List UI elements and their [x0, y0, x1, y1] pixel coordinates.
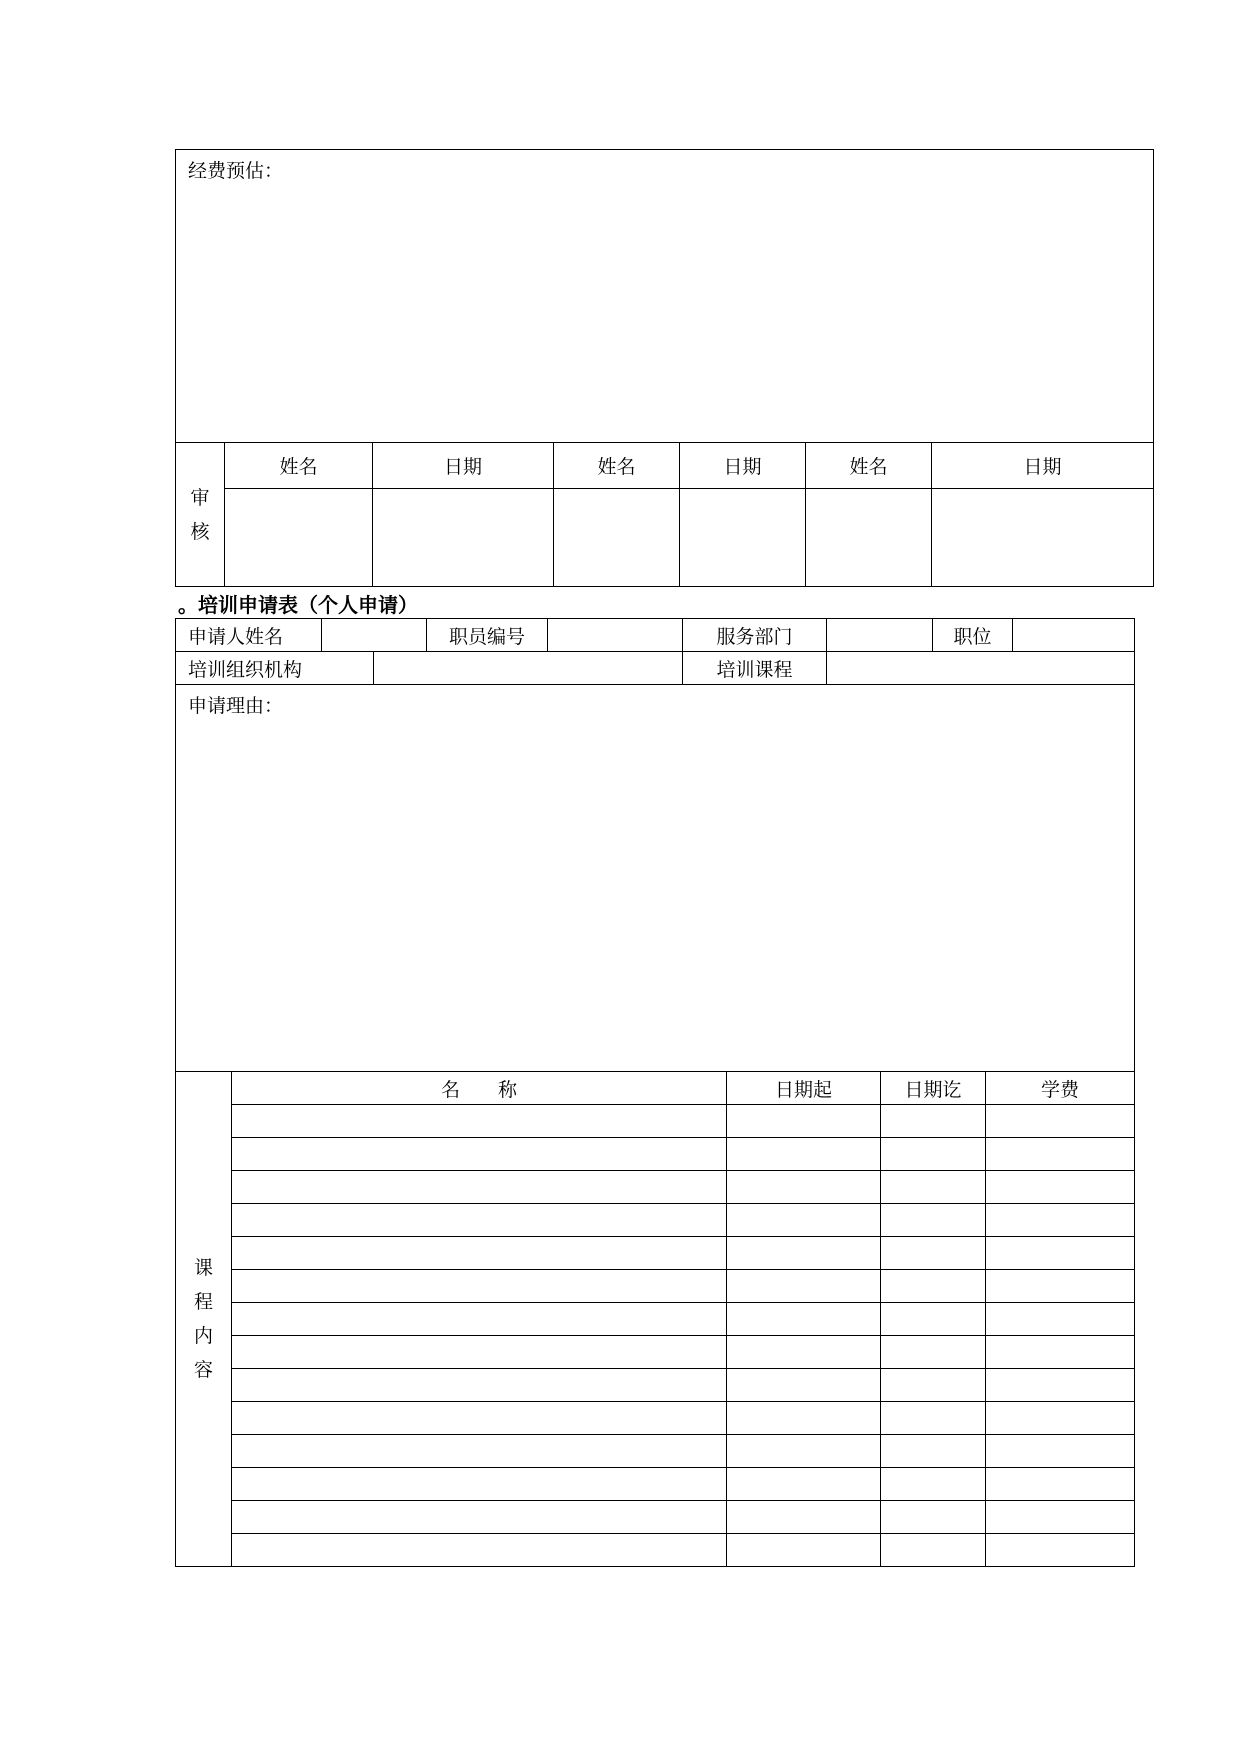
reason-cell[interactable] — [176, 685, 1135, 1072]
applicant-name-field[interactable] — [322, 619, 427, 652]
course-start-date-field[interactable] — [727, 1237, 881, 1270]
course-fee-field[interactable] — [986, 1369, 1135, 1402]
course-name-field[interactable] — [232, 1138, 727, 1171]
applicant-name-label: 申请人姓名 — [176, 619, 322, 652]
budget-review-table — [175, 149, 1154, 587]
course-fee-field[interactable] — [986, 1138, 1135, 1171]
department-field[interactable] — [827, 619, 933, 652]
course-row — [176, 1402, 1135, 1435]
course-name-field[interactable] — [232, 1369, 727, 1402]
employee-id-label: 职员编号 — [427, 619, 548, 652]
course-fee-field[interactable] — [986, 1105, 1135, 1138]
review-header-name-2: 姓名 — [554, 443, 680, 489]
course-fee-field[interactable] — [986, 1336, 1135, 1369]
course-start-date-field[interactable] — [727, 1171, 881, 1204]
review-header-name-1: 姓名 — [225, 443, 373, 489]
course-name-field[interactable] — [232, 1237, 727, 1270]
course-end-date-field[interactable] — [881, 1204, 986, 1237]
budget-estimate-cell[interactable] — [176, 150, 1154, 443]
course-row — [176, 1270, 1135, 1303]
course-name-field[interactable] — [232, 1105, 727, 1138]
course-fee-field[interactable] — [986, 1501, 1135, 1534]
course-end-date-field[interactable] — [881, 1402, 986, 1435]
review-side-label: 审 核 — [176, 443, 225, 587]
review-name-3-field[interactable] — [806, 489, 932, 587]
course-header-start-date: 日期起 — [727, 1072, 881, 1105]
course-start-date-field[interactable] — [727, 1369, 881, 1402]
course-start-date-field[interactable] — [727, 1105, 881, 1138]
course-row — [176, 1237, 1135, 1270]
course-row — [176, 1435, 1135, 1468]
department-label: 服务部门 — [683, 619, 827, 652]
review-name-1-field[interactable] — [225, 489, 373, 587]
course-fee-field[interactable] — [986, 1237, 1135, 1270]
course-name-field[interactable] — [232, 1336, 727, 1369]
course-fee-field[interactable] — [986, 1468, 1135, 1501]
course-end-date-field[interactable] — [881, 1303, 986, 1336]
course-start-date-field[interactable] — [727, 1204, 881, 1237]
course-name-field[interactable] — [232, 1501, 727, 1534]
position-field[interactable] — [1013, 619, 1135, 652]
course-side-label: 课 程 内 容 — [176, 1072, 232, 1567]
applicant-info-table — [175, 618, 1135, 1072]
budget-estimate-label: 经费预估： — [188, 160, 284, 182]
course-row — [176, 1468, 1135, 1501]
course-end-date-field[interactable] — [881, 1171, 986, 1204]
course-fee-field[interactable] — [986, 1303, 1135, 1336]
course-label: 培训课程 — [683, 652, 827, 685]
course-header-end-date: 日期讫 — [881, 1072, 986, 1105]
course-end-date-field[interactable] — [881, 1105, 986, 1138]
course-end-date-field[interactable] — [881, 1336, 986, 1369]
organizer-label: 培训组织机构 — [176, 652, 374, 685]
course-name-field[interactable] — [232, 1402, 727, 1435]
course-start-date-field[interactable] — [727, 1402, 881, 1435]
course-name-field[interactable] — [232, 1270, 727, 1303]
reason-label: 申请理由： — [188, 695, 284, 717]
course-fee-field[interactable] — [986, 1204, 1135, 1237]
course-start-date-field[interactable] — [727, 1138, 881, 1171]
course-row — [176, 1534, 1135, 1567]
form-title: 。培训申请表（个人申请） — [178, 593, 418, 617]
course-start-date-field[interactable] — [727, 1468, 881, 1501]
course-row — [176, 1204, 1135, 1237]
review-header-name-3: 姓名 — [806, 443, 932, 489]
course-content-table — [175, 1071, 1135, 1567]
course-start-date-field[interactable] — [727, 1501, 881, 1534]
organizer-field[interactable] — [374, 652, 683, 685]
course-fee-field[interactable] — [986, 1435, 1135, 1468]
course-row — [176, 1336, 1135, 1369]
course-fee-field[interactable] — [986, 1171, 1135, 1204]
course-fee-field[interactable] — [986, 1270, 1135, 1303]
review-date-3-field[interactable] — [932, 489, 1154, 587]
course-field[interactable] — [827, 652, 1135, 685]
course-end-date-field[interactable] — [881, 1237, 986, 1270]
review-date-2-field[interactable] — [680, 489, 806, 587]
course-name-field[interactable] — [232, 1204, 727, 1237]
course-name-field[interactable] — [232, 1468, 727, 1501]
review-header-date-2: 日期 — [680, 443, 806, 489]
course-end-date-field[interactable] — [881, 1369, 986, 1402]
course-start-date-field[interactable] — [727, 1534, 881, 1567]
course-name-field[interactable] — [232, 1534, 727, 1567]
course-end-date-field[interactable] — [881, 1534, 986, 1567]
course-end-date-field[interactable] — [881, 1270, 986, 1303]
course-end-date-field[interactable] — [881, 1435, 986, 1468]
review-header-date-1: 日期 — [373, 443, 554, 489]
course-name-field[interactable] — [232, 1171, 727, 1204]
course-fee-field[interactable] — [986, 1402, 1135, 1435]
course-start-date-field[interactable] — [727, 1303, 881, 1336]
course-end-date-field[interactable] — [881, 1501, 986, 1534]
course-row — [176, 1303, 1135, 1336]
review-header-date-3: 日期 — [932, 443, 1154, 489]
review-name-2-field[interactable] — [554, 489, 680, 587]
course-end-date-field[interactable] — [881, 1138, 986, 1171]
course-fee-field[interactable] — [986, 1534, 1135, 1567]
course-name-field[interactable] — [232, 1435, 727, 1468]
employee-id-field[interactable] — [548, 619, 683, 652]
review-date-1-field[interactable] — [373, 489, 554, 587]
course-start-date-field[interactable] — [727, 1270, 881, 1303]
course-row — [176, 1105, 1135, 1138]
course-row — [176, 1501, 1135, 1534]
position-label: 职位 — [933, 619, 1013, 652]
course-row — [176, 1369, 1135, 1402]
course-name-field[interactable] — [232, 1303, 727, 1336]
course-header-fee: 学费 — [986, 1072, 1135, 1105]
course-end-date-field[interactable] — [881, 1468, 986, 1501]
course-header-name: 名 称 — [232, 1072, 727, 1105]
course-row — [176, 1138, 1135, 1171]
course-row — [176, 1171, 1135, 1204]
course-start-date-field[interactable] — [727, 1435, 881, 1468]
course-start-date-field[interactable] — [727, 1336, 881, 1369]
